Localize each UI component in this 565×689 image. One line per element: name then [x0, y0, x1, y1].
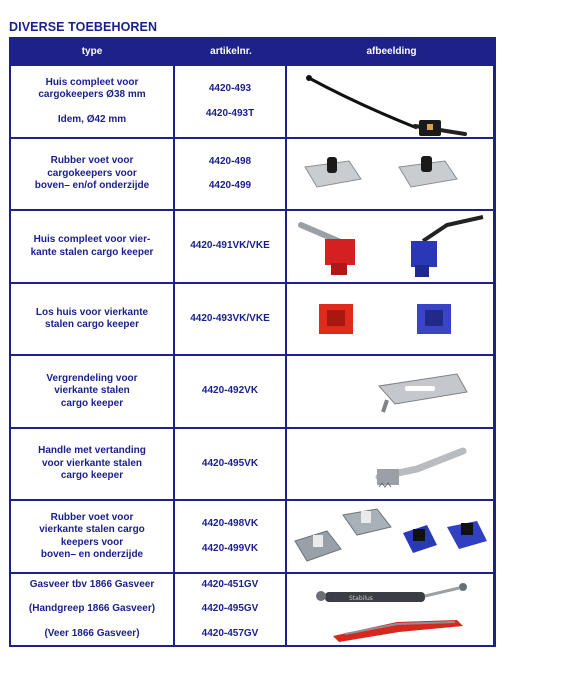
toothed-handle-image	[287, 429, 493, 499]
page-title: DIVERSE TOEBEHOREN	[9, 20, 158, 34]
gas-spring-image	[287, 574, 493, 645]
row-1-image	[287, 66, 493, 137]
row-5-image	[287, 356, 493, 427]
column-header-image: afbeelding	[366, 45, 417, 57]
column-header-article: artikelnr.	[210, 45, 252, 57]
housing-with-handle-image	[287, 211, 493, 282]
row-8-image	[287, 574, 493, 645]
black-handle-housing-image	[287, 66, 493, 137]
row-6-type: Handle met vertanding voor vierkante stalen cargo keeper	[11, 429, 173, 499]
row-2-image	[287, 139, 493, 209]
row-5-article: 4420-492VK	[175, 356, 285, 427]
rubber-foot-image	[287, 139, 493, 209]
row-3-image	[287, 211, 493, 282]
gas-spring-label: Stabilus	[349, 595, 373, 602]
row-1-article: 4420-493 4420-493T	[175, 66, 285, 137]
column-header-type: type	[81, 45, 103, 57]
row-6-article: 4420-495VK	[175, 429, 285, 499]
accessories-table	[9, 37, 496, 647]
row-3-article: 4420-491VK/VKE	[175, 211, 285, 282]
row-4-type: Los huis voor vierkante stalen cargo keeper	[11, 284, 173, 354]
row-6-image	[287, 429, 493, 499]
row-7-image	[287, 501, 493, 572]
row-4-article: 4420-493VK/VKE	[175, 284, 285, 354]
row-4-image	[287, 284, 493, 354]
row-3-type: Huis compleet voor vier- kante stalen cargo keeper	[11, 211, 173, 282]
row-8-article: 4420-451GV 4420-495GV 4420-457GV	[175, 574, 285, 645]
row-7-article: 4420-498VK 4420-499VK	[175, 501, 285, 572]
square-feet-image	[287, 501, 493, 572]
row-2-article: 4420-498 4420-499	[175, 139, 285, 209]
row-7-type: Rubber voet voor vierkante stalen cargo keepers voor boven– en onderzijde	[11, 501, 173, 572]
row-1-type: Huis compleet voor cargokeepers Ø38 mm Idem, Ø42 mm	[11, 66, 173, 137]
row-2-type: Rubber voet voor cargokeepers voor boven– en/of onderzijde	[11, 139, 173, 209]
row-8-type: Gasveer tbv 1866 Gasveer (Handgreep 1866 Gasveer) (Veer 1866 Gasveer)	[11, 574, 173, 645]
row-5-type: Vergrendeling voor vierkante stalen cargo keeper	[11, 356, 173, 427]
loose-housing-image	[287, 284, 493, 354]
metal-latch-image	[287, 356, 493, 427]
